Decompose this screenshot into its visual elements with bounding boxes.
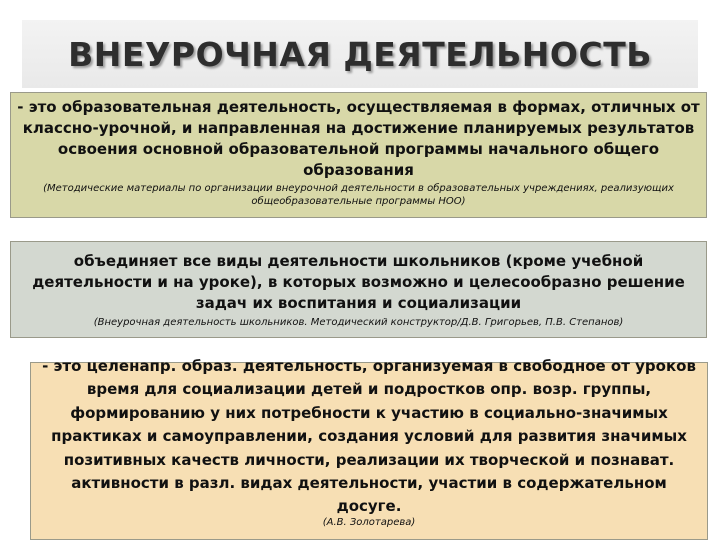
definition-text-3: - это целенапр. образ. деятельность, организуемая в свободное от уроков время для социализации детей и подростков опр. возр. группы, формированию у них потребности к участию в социально-значимых практиках и самоуправлении, создания условий для развития значимых позитивных качеств личности, реализации их творческой и познават. активности в разл. видах деятельности, участии в содержательном досуге. [42, 357, 696, 516]
page-title: ВНЕУРОЧНАЯ ДЕЯТЕЛЬНОСТЬ [68, 34, 652, 74]
definition-box-3 [30, 357, 708, 540]
title-banner [22, 20, 698, 88]
definition-source-2: (Внеурочная деятельность школьников. Методический конструктор/Д.В. Григорьев, П.В. Степанов) [93, 317, 624, 328]
definition-text-2: объединяет все виды деятельности школьников (кроме учебной деятельности и на уроке), в которых возможно и целесообразно решение задач их воспитания и социализации [32, 252, 685, 312]
definition-text-1: - это образовательная деятельность, осуществляемая в формах, отличных от классно-урочной, и направленная на достижение планируемых результатов освоения основной образовательной программы начального общего образования [17, 98, 700, 179]
definition-box-1 [10, 92, 707, 218]
definition-box-2 [10, 241, 707, 338]
definition-source-1: (Методические материалы по организации внеурочной деятельности в образовательных учреждениях, реализующих общеобразовательные программы НОО) [43, 183, 674, 207]
definition-source-3: (А.В. Золотарева) [322, 516, 416, 528]
